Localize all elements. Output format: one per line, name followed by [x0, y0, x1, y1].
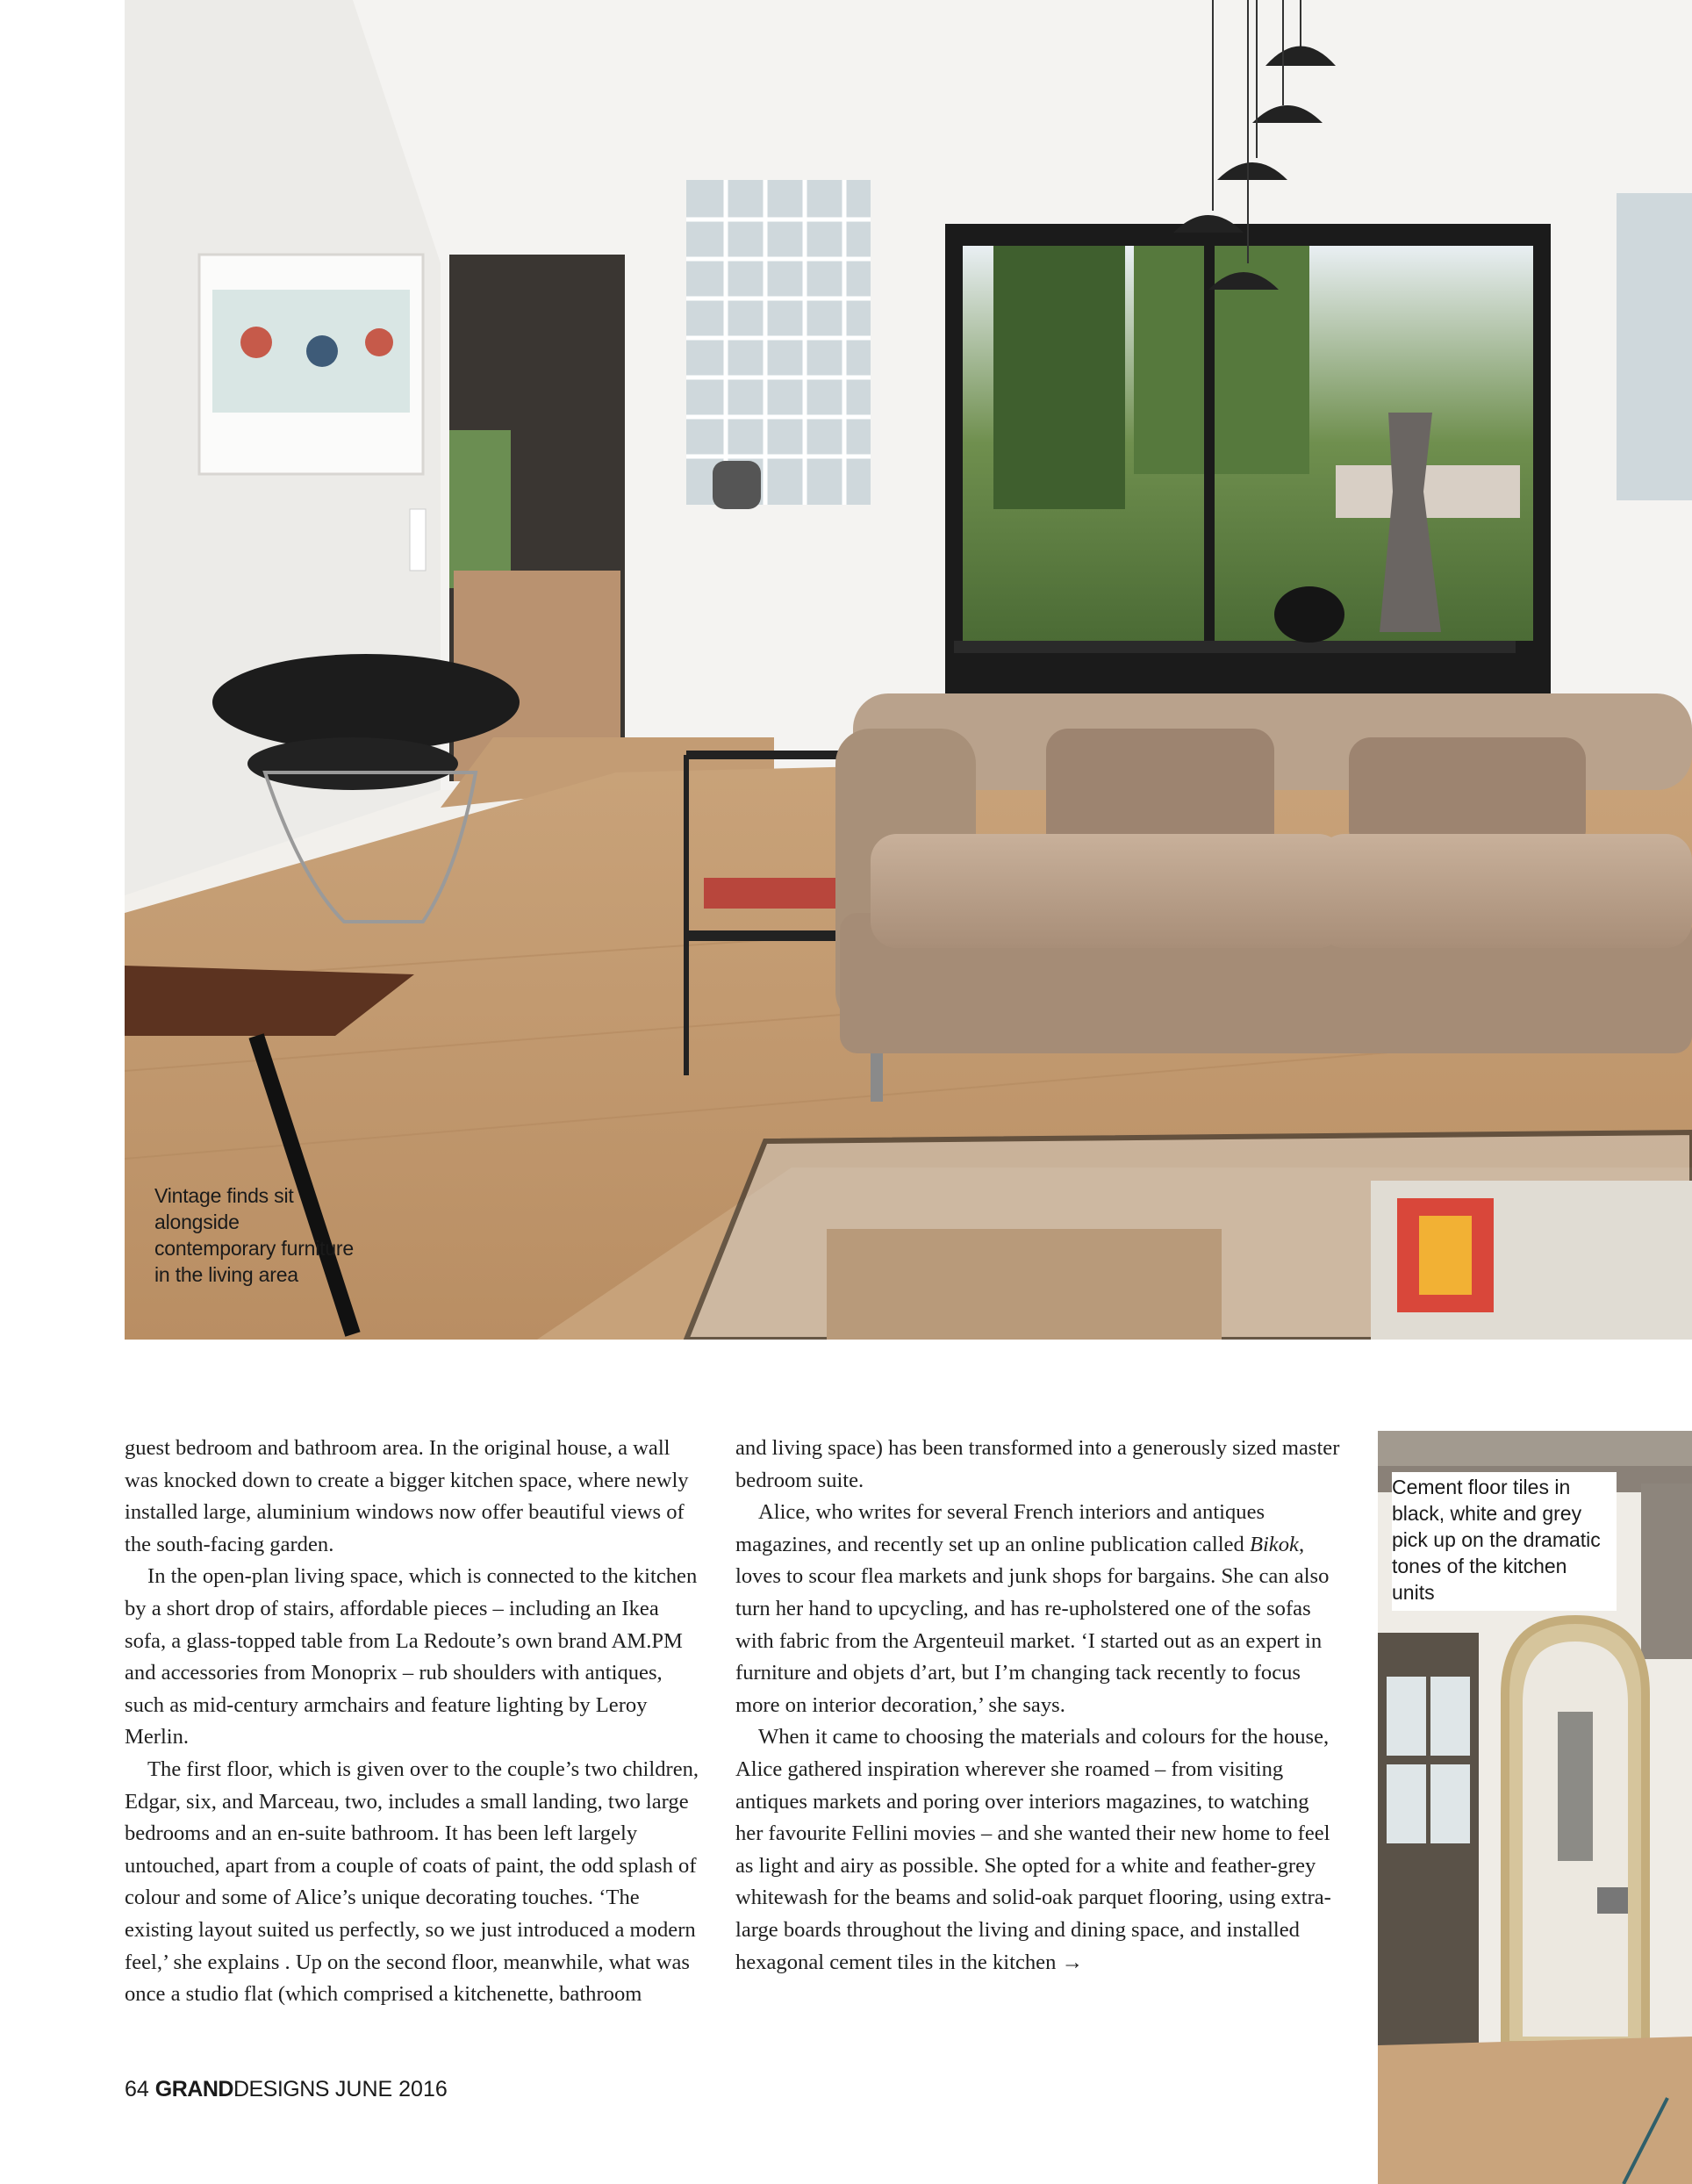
col1-paragraph-1: guest bedroom and bathroom area. In the original house, a wall was knocked down to create a bigger kitchen space, where newly installed large, aluminium windows now offer beautiful views of the south-facing garden.	[125, 1436, 689, 1556]
issue-date: JUNE 2016	[334, 2077, 448, 2101]
magazine-name-light: DESIGNS	[233, 2077, 329, 2101]
living-room-photo	[125, 0, 1692, 1340]
col2-p2-text-b: , loves to scour flea markets and junk shops for bargains. She can also turn her hand to upcycling, and has re-upholstered one of the sofas with fabric from the Argenteuil market. ‘I started out as an expert in furniture and objets d’art, but I’m changing tack recently to focus more on interior decoration,’ she says.	[735, 1532, 1330, 1717]
col2-paragraph-1: and living space) has been transformed into a generously sized master bedroom suite.	[735, 1436, 1340, 1492]
kitchen-photo	[1378, 1431, 1692, 2184]
publication-name: Bikok	[1249, 1532, 1299, 1556]
page-number: 64	[125, 2077, 149, 2101]
col2-paragraph-2	[735, 1497, 1341, 1721]
article-column-1	[125, 1433, 702, 2011]
kitchen-caption: Cement floor tiles in black, white and grey pick up on the dramatic tones of the kitchen units	[1392, 1472, 1617, 1611]
article-column-2	[735, 1433, 1341, 1979]
page-footer	[125, 2077, 448, 2102]
col2-paragraph-3: When it came to choosing the materials and colours for the house, Alice gathered inspiration wherever she roamed – from visiting antiques markets and poring over interiors magazines, to watching her favourite Fellini movies – and she wanted their new home to feel as light and airy as possible. She opted for a white and feather-grey whitewash for the beams and solid-oak parquet flooring, using extra-large boards throughout the living and dining space, and installed hexagonal cement tiles in the kitchen →	[735, 1725, 1331, 1974]
magazine-name-bold: GRAND	[154, 2077, 233, 2101]
col2-p2-text-a: Alice, who writes for several French interiors and antiques magazines, and recently set up an online publication called	[735, 1500, 1265, 1556]
col1-paragraph-2: In the open-plan living space, which is connected to the kitchen by a short drop of stairs, affordable pieces – including an Ikea sofa, a glass-topped table from La Redoute’s own brand AM.PM and accessories from Monoprix – rub shoulders with antiques, such as mid-century armchairs and feature lighting by Leroy Merlin.	[125, 1564, 698, 1749]
living-room-illustration	[125, 0, 1692, 1340]
hero-caption: Vintage finds sit alongside contemporary furniture in the living area	[154, 1184, 354, 1286]
col1-paragraph-3: The first floor, which is given over to the couple’s two children, Edgar, six, and Marceau, two, includes a small landing, two large bedrooms and an en-suite bathroom. It has been left largely untouched, apart from a couple of coats of paint, the odd splash of colour and some of Alice’s unique decorating touches. ‘The existing layout suited us perfectly, so we just introduced a modern feel,’ she explains . Up on the second floor, meanwhile, what was once a studio flat (which comprised a kitchenette, bathroom	[125, 1757, 699, 2007]
